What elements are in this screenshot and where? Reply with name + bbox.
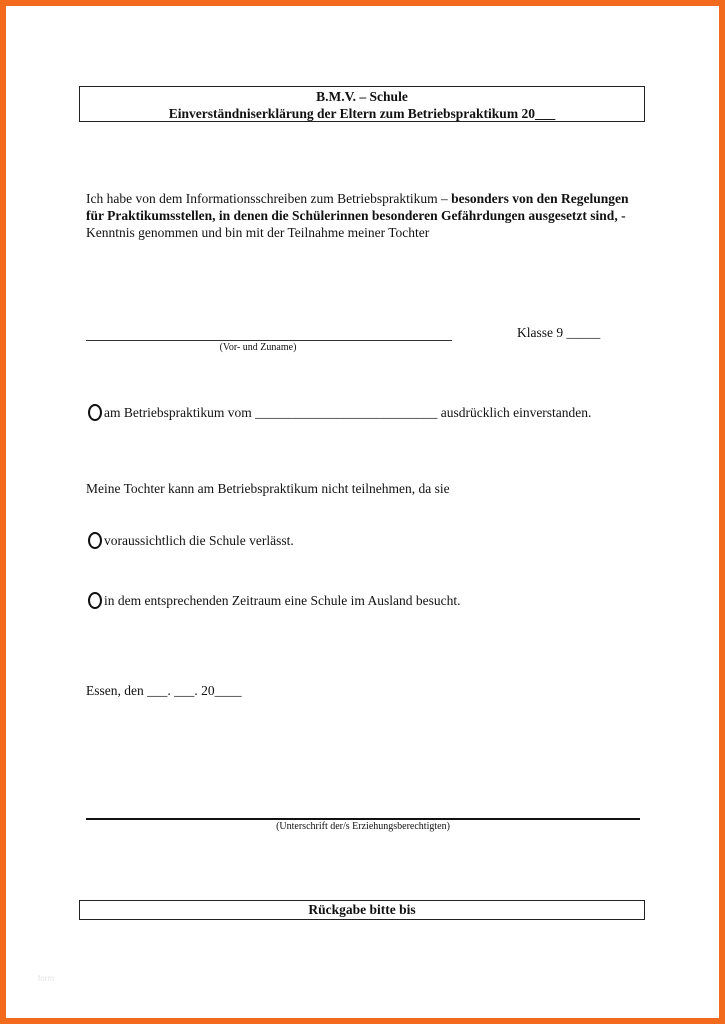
- name-caption: (Vor- und Zuname): [219, 342, 297, 353]
- signature-line[interactable]: [86, 818, 640, 820]
- option-consent[interactable]: [88, 404, 591, 421]
- refusal-intro: Meine Tochter kann am Betriebspraktikum nicht teilnehmen, da sie: [86, 481, 450, 496]
- name-input-line[interactable]: [86, 340, 452, 341]
- school-name: B.M.V. – Schule: [316, 89, 408, 104]
- return-by-box: Rückgabe bitte bis: [79, 900, 645, 920]
- signature-caption: (Unterschrift der/s Erziehungsberechtigten): [276, 821, 450, 832]
- document-title: Einverständniserklärung der Eltern zum Betriebspraktikum 20___: [168, 106, 556, 121]
- intro-text-end: Kenntnis genommen und bin mit der Teilnahme meiner Tochter: [86, 225, 430, 240]
- watermark: form: [38, 974, 54, 983]
- radio-circle-icon[interactable]: [88, 404, 102, 421]
- radio-circle-icon[interactable]: [88, 532, 102, 549]
- class-field[interactable]: Klasse 9 _____: [517, 325, 601, 340]
- option-abroad-label: in dem entsprechenden Zeitraum eine Schule im Ausland besucht.: [104, 592, 461, 608]
- header-box: [79, 86, 645, 122]
- option-leaving-school[interactable]: [88, 532, 294, 549]
- option-consent-label: am Betriebspraktikum vom ___________________________ ausdrücklich einverstanden.: [104, 404, 592, 420]
- intro-text-bold: besonders von den Regelungen für Praktikumsstellen, in denen die Schülerinnen besonderen Gefährdungen ausgesetzt sind, -: [86, 191, 629, 223]
- radio-circle-icon[interactable]: [88, 592, 102, 609]
- intro-paragraph: [86, 190, 646, 241]
- option-school-abroad[interactable]: [88, 592, 461, 609]
- date-line[interactable]: Essen, den ___. ___. 20____: [86, 683, 242, 698]
- option-leaving-label: voraussichtlich die Schule verlässt.: [104, 532, 294, 548]
- intro-text-start: Ich habe von dem Informationsschreiben zum Betriebspraktikum –: [86, 191, 452, 206]
